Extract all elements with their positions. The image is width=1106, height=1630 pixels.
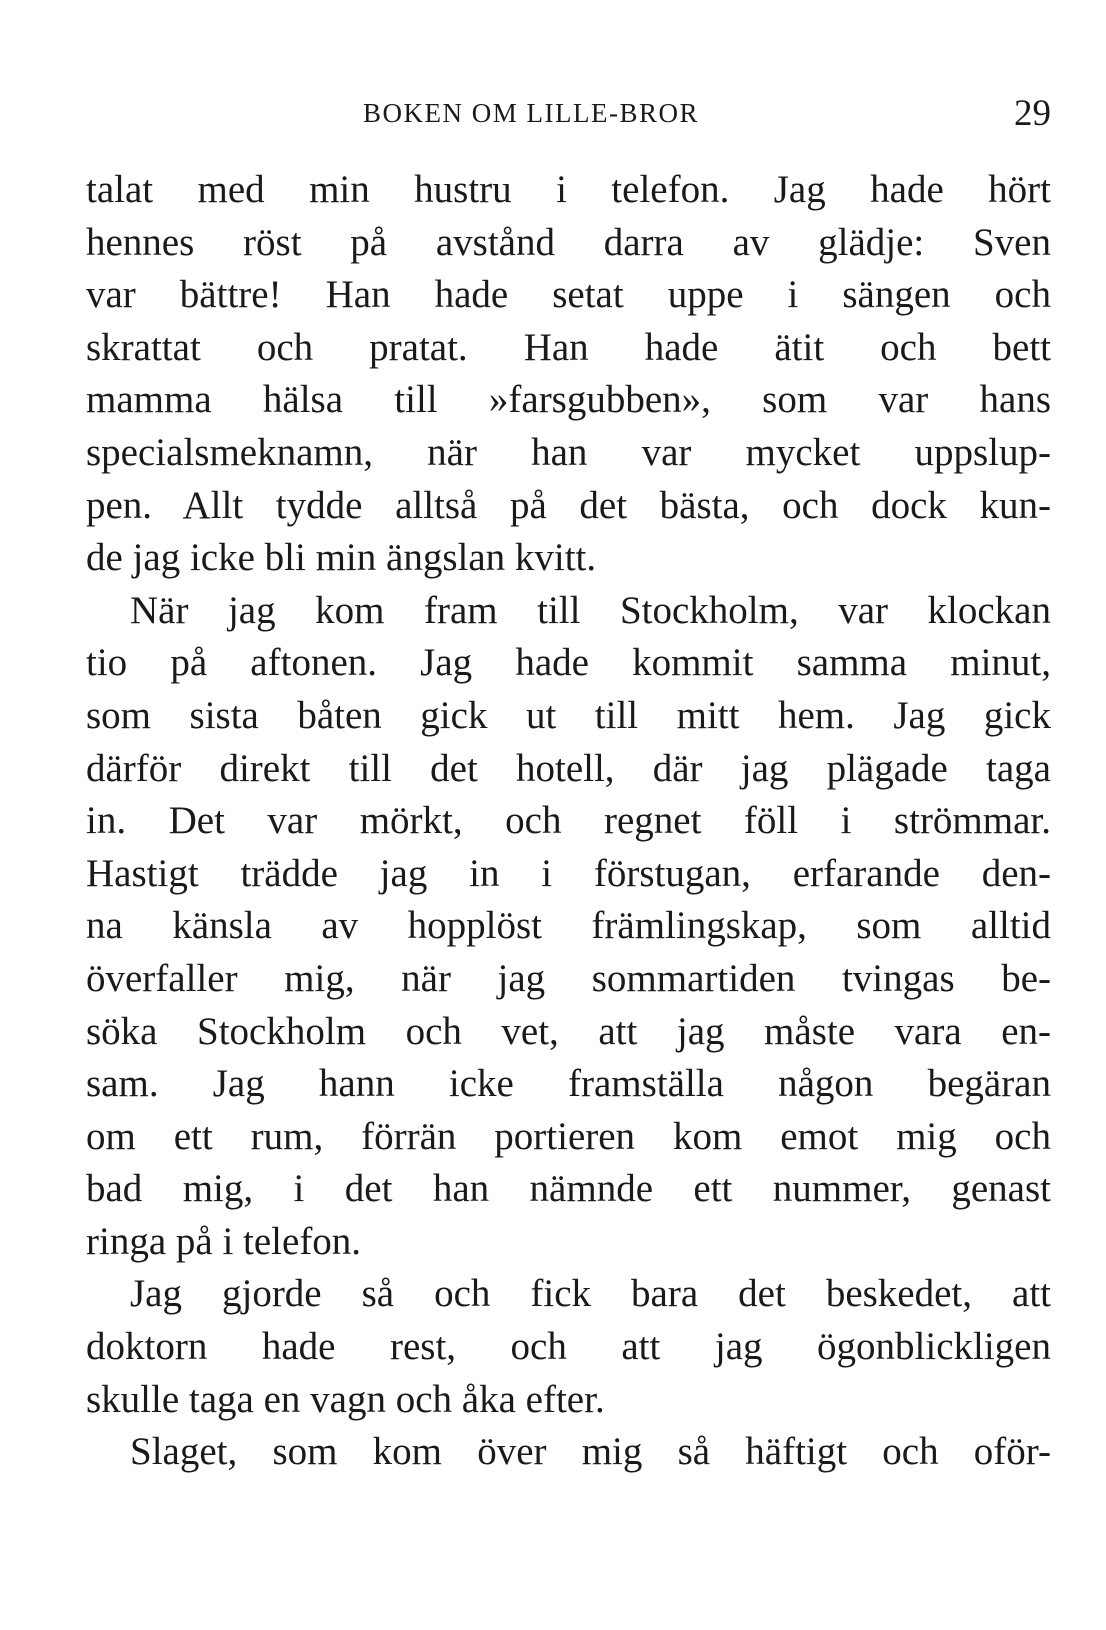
text-line: bad mig, i det han nämnde ett nummer, genast (86, 1167, 1051, 1211)
text-line: Slaget, som kom över mig så häftigt och oför- (130, 1430, 1051, 1474)
text-line: specialsmeknamn, när han var mycket uppslup- (86, 430, 1051, 474)
text-line: söka Stockholm och vet, att jag måste vara en- (86, 1009, 1051, 1053)
text-line: doktorn hade rest, och att jag ögonblickligen (86, 1325, 1051, 1369)
text-line: överfaller mig, när jag sommartiden tvingas be- (86, 956, 1051, 1000)
text-line: sam. Jag hann icke framställa någon begäran (86, 1062, 1051, 1106)
text-line: När jag kom fram till Stockholm, var klockan (130, 588, 1051, 632)
text-line: skulle taga en vagn och åka efter. (86, 1377, 605, 1421)
text-line: skrattat och pratat. Han hade ätit och bett (86, 325, 1051, 369)
text-line: som sista båten gick ut till mitt hem. Jag gick (86, 693, 1051, 737)
text-line: pen. Allt tydde alltså på det bästa, och dock kun- (86, 483, 1051, 527)
text-line: ringa på i telefon. (86, 1219, 362, 1263)
text-line: därför direkt till det hotell, där jag plägade taga (86, 746, 1051, 790)
running-head (86, 94, 1051, 134)
running-title: BOKEN OM LILLE-BROR (363, 98, 699, 128)
text-line: Hastigt trädde jag in i förstugan, erfarande den- (86, 851, 1051, 895)
text-line: mamma hälsa till »farsgubben», som var hans (86, 378, 1051, 422)
text-line: Jag gjorde så och fick bara det beskedet, att (130, 1272, 1051, 1316)
body-text (86, 164, 1051, 1479)
text-line: talat med min hustru i telefon. Jag hade hört (86, 168, 1051, 211)
text-line: om ett rum, förrän portieren kom emot mig och (86, 1114, 1051, 1158)
text-line: na känsla av hopplöst främlingskap, som alltid (86, 904, 1051, 948)
page-number: 29 (1014, 93, 1051, 134)
text-line: tio på aftonen. Jag hade kommit samma minut, (86, 641, 1051, 685)
text-line: hennes röst på avstånd darra av glädje: Sven (86, 220, 1051, 264)
text-line: de jag icke bli min ängslan kvitt. (86, 536, 597, 580)
text-line: in. Det var mörkt, och regnet föll i strömmar. (86, 799, 1051, 843)
text-line: var bättre! Han hade setat uppe i sängen och (86, 273, 1051, 317)
